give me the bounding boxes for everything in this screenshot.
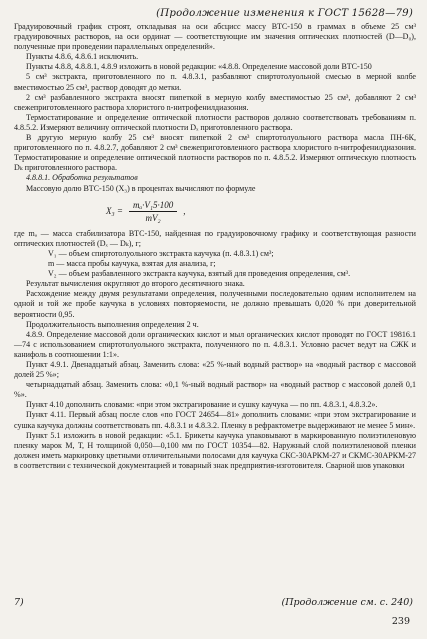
legend-item: V₂ — объем разбавленного экстракта каучука, взятый для проведения определения, см³. xyxy=(48,269,351,279)
formula-tail: , xyxy=(183,206,186,217)
formula-legend xyxy=(14,229,416,279)
margin-mark: 7) xyxy=(14,597,24,608)
formula-numerator: mₐ·V₁5·100 xyxy=(129,200,177,212)
paragraph: Пункт 5.1 изложить в новой редакции: «5.1. Брикеты каучука упаковывают в маркированную полиэтиленовую пленку марок М, Т, Н толщиной 0,050—0,100 мм по ГОСТ 10354—82. Наружный слой полиэтиленовой пленки должен иметь маркировку цветными отличительными полосами для каучука СКС-30АРКМ-27 и СКМС-30АРКМ-27 в соответствии с технической документацией и товарный знак предприятия-изготовителя. Сварной шов упаковки xyxy=(14,430,416,470)
legend-item: V₁ — объем спиртотолуольного экстракта каучука (п. 4.8.3.1) см³; xyxy=(48,248,274,258)
page-footer xyxy=(14,597,413,608)
page-number: 239 xyxy=(391,616,410,627)
paragraph: Массовую долю ВТС-150 (X₃) в процентах вычисляют по формуле xyxy=(26,183,256,193)
formula-denominator: mV₂ xyxy=(145,212,161,223)
paragraph: Пункты 4.8.6, 4.8.6.1 исключить. xyxy=(26,52,139,62)
paragraph: четырнадцатый абзац. Заменить слова: «0,1 %-ный водный раствор» на «водный раствор с массовой долей 0,1 %». xyxy=(14,380,416,400)
paragraph: Градуировочный график строят, откладывая на оси абсцисс массу ВТС-150 в граммах в объеме 25 см³ градуировочных растворов, на оси ординат — соответствующие им значения оптических плотностей (D—D₀), полученные при проведении параллельных определений». xyxy=(14,22,416,52)
paragraph: В другую мерную колбу 25 см³ вносят пипеткой 2 см³ спиртотолуольного раствора масла ПН-6К, приготовленного по п. 4.8.2.7, добавляют 2 см³ свежеприготовленного раствора хлористого n-нитрофенилдиазония. Термостатирование и определение оптической плотности растворов по п. 4.8.5.2. Измеряют оптическую плотность Dₖ приготовленного раствора. xyxy=(14,133,416,173)
continuation-note: (Продолжение см. с. 240) xyxy=(281,597,413,608)
paragraph: Расхождение между двумя результатами определения, полученными последовательно одним исполнителем на одной и той же пробе каучука в условиях повторяемости, не должно превышать 0,020 % при доверительной вероятности 0,95. xyxy=(14,289,416,319)
paragraph: Результат вычисления округляют до второго десятичного знака. xyxy=(26,279,245,289)
paragraph: 2 см³ разбавленного экстракта вносят пипеткой в мерную колбу вместимостью 25 см³, добавляют 2 см³ свежеприготовленного раствора хлористого n-нитрофенилдиазония. xyxy=(14,92,416,112)
legend-item: где mₐ — масса стабилизатора ВТС-150, найденная по градуировочному графику и соответствующая разности оптических плотностей (Dₓ — Dₖ), г; xyxy=(14,228,416,248)
formula-fraction xyxy=(129,200,177,223)
formula xyxy=(106,200,416,223)
paragraph: 5 см³ экстракта, приготовленного по п. 4.8.3.1, разбавляют спиртотолуольной смесью в мерной колбе вместимостью 25 см³, раствор доводят до метки. xyxy=(14,72,416,92)
paragraph: Пункт 4.10 дополнить словами: «при этом экстрагирование и сушку каучука — по пп. 4.8.3.1, 4.8.3.2». xyxy=(26,400,378,410)
document-body xyxy=(14,22,416,471)
paragraph: 4.8.9. Определение массовой доли органических кислот и мыл органических кислот проводят по ГОСТ 19816.1—74 с использованием спиртотолуольного экстракта, полученного по п. 4.8.3.1. Условно расчет ведут на СЖК и канифоль в соотношении 1:1». xyxy=(14,329,416,359)
page-header: (Продолжение изменения к ГОСТ 15628—79) xyxy=(156,8,413,19)
paragraph: Пункты 4.8.8, 4.8.8.1, 4.8.9 изложить в новой редакции: «4.8.8. Определение массовой доли ВТС-150 xyxy=(26,62,372,72)
paragraph: Продолжительность выполнения определения 2 ч. xyxy=(26,319,199,329)
paragraph: Пункт 4.11. Первый абзац после слов «по ГОСТ 24654—81» дополнить словами: «при этом экстрагирование и сушка каучука должны соответствовать пп. 4.8.3.1 и 4.8.3.2. Пленку в рефрактометре выдерживают не менее 5 мин». xyxy=(14,410,416,430)
legend-item: m — масса пробы каучука, взятая для анализа, г; xyxy=(48,259,216,269)
section-heading: 4.8.8.1. Обработка результатов xyxy=(26,173,138,183)
paragraph: Пункт 4.9.1. Двенадцатый абзац. Заменить слова: «25 %-ный водный раствор» на «водный раствор с массовой долей 25 %»; xyxy=(14,360,416,380)
formula-lhs: X₃ = xyxy=(106,206,123,217)
paragraph: Термостатирование и определение оптической плотности растворов должно соответствовать требованиям п. 4.8.5.2. Измеряют величину оптической плотности Dₓ приготовленного раствора. xyxy=(14,112,416,132)
